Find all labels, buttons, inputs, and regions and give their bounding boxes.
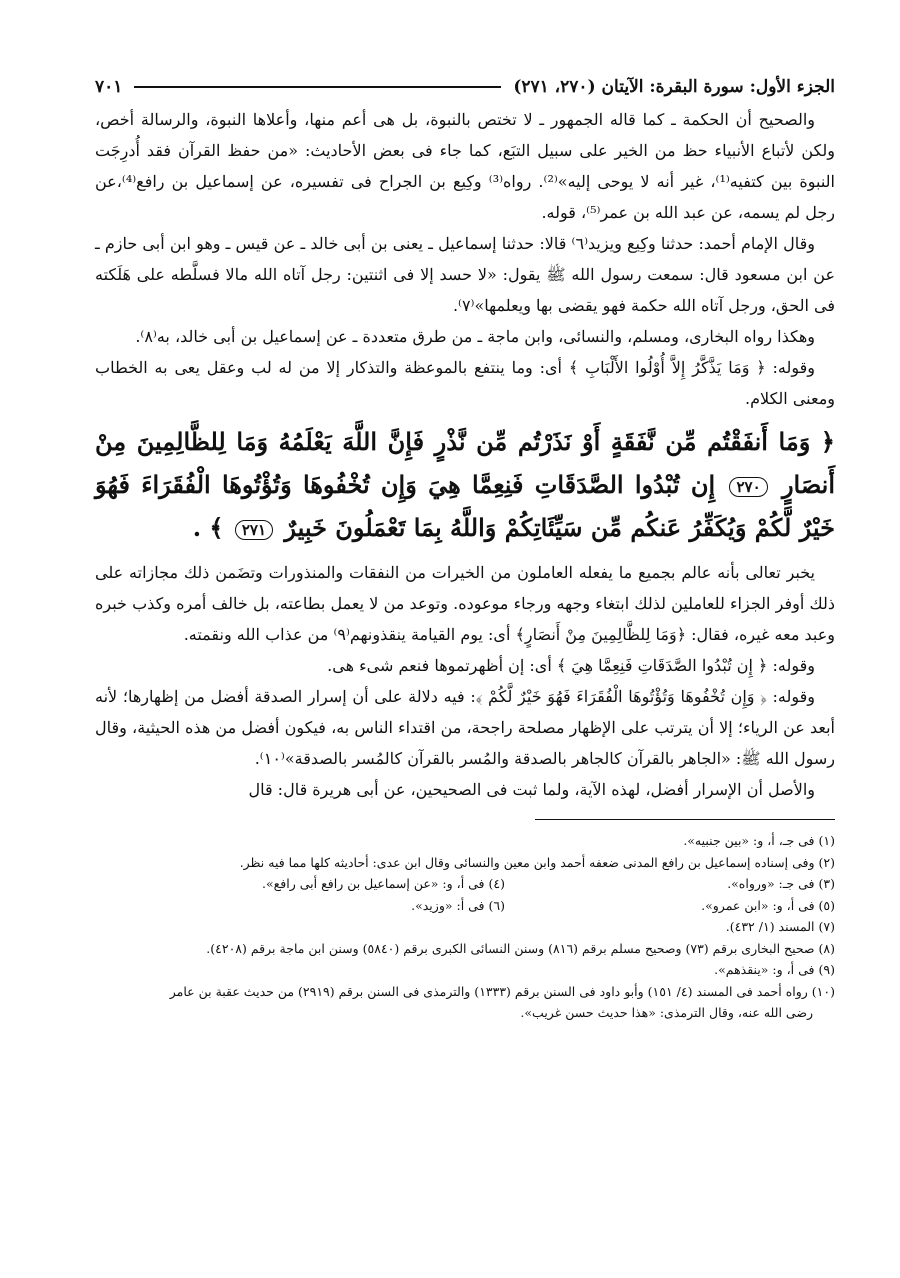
footnote-8: (٨) صحيح البخارى برقم (٧٣) وصحيح مسلم برقم (٨١٦) وسنن النسائى الكبرى برقم (٥٨٤٠) وسنن ابن ماجة برقم (٤٢٠٨). [206, 940, 835, 956]
paragraph-tafsir: يخبر تعالى بأنه عالم بجميع ما يفعله العاملون من الخيرات من النفقات والمنذورات وتضَمن ذلك مجازاته على ذلك أوفر الجزاء للعاملين لذلك ابتغاء وجهه ورجاء موعوده. وتوعد من لا يعمل بطاعته، بل خالف أمره وكذب خبره وعبد معه غيره، فقال: ﴿وَمَا لِلظَّالِمِينَ مِنْ أَنصَارٍ﴾ أى: يوم القيامة ينقذونهم⁽٩⁾ من عذاب الله ونقمته. [95, 563, 836, 644]
verse-number-271: ٢٧١ [235, 520, 273, 540]
header-rule [134, 86, 501, 88]
paragraph-wisdom: والصحيح أن الحكمة ـ كما قاله الجمهور ـ لا تختص بالنبوة، بل هى أعم منها، وأعلاها النبوة، والرسالة أخص، ولكن لأتباع الأنبياء حظ من الخير على سبيل التبَع، كما جاء فى بعض الأحاديث: «من حفظ القرآن فقد أُدرِجَت النبوة بين كتفيه⁽¹⁾، غير أنه لا يوحى إليه»⁽²⁾. رواه⁽³⁾ وكِيع بن الجراح فى تفسيره، عن إسماعيل بن رافع⁽⁴⁾،عن رجل لم يسمه، عن عبد الله بن عمر⁽⁵⁾، قوله. [95, 110, 836, 222]
verse-271-text: إِن تُبْدُوا الصَّدَقَاتِ فَنِعِمَّا هِيَ وَإِن تُخْفُوهَا وَتُؤْتُوهَا الْفُقَرَاءَ فَهُوَ خَيْرٌ لَّكُمْ وَيُكَفِّرُ عَنكُم مِّن سَيِّئَاتِكُمْ وَاللَّهُ بِمَا تَعْمَلُونَ خَبِيرٌ [95, 470, 835, 542]
footnote-3: (٣) فى جـ: «ورواه». [727, 876, 835, 891]
footnote-9: (٩) فى أ، و: «ينقذهم». [714, 962, 835, 977]
verse-270-text: ﴿ وَمَا أَنفَقْتُم مِّن نَّفَقَةٍ أَوْ نَذَرْتُم مِّن نَّذْرٍ فَإِنَّ اللَّهَ يَعْلَمُهُ وَمَا لِلظَّالِمِينَ مِنْ أَنصَارٍ [95, 427, 836, 499]
paragraph-bukhari: وهكذا رواه البخارى، ومسلم، والنسائى، وابن ماجة ـ من طرق متعددة ـ عن إسماعيل بن أبى خالد، به⁽٨⁾. [135, 327, 815, 346]
footnote-5: (٥) فى أ، و: «ابن عمرو». [701, 897, 835, 913]
footnote-4: (٤) فى أ، و: «عن إسماعيل بن رافع أبى رافع». [262, 876, 505, 891]
paragraph-asl: والأصل أن الإسرار أفضل، لهذه الآية، ولما ثبت فى الصحيحين، عن أبى هريرة قال: قال [248, 780, 815, 799]
footnote-7: (٧) المسند (١/ ٤٣٢). [725, 919, 835, 934]
footnote-1: (١) فى جـ، أ، و: «بين جنبيه». [683, 833, 835, 848]
paragraph-albab: وقوله: ﴿ وَمَا يَذَّكَّرُ إِلاَّ أُوْلُوا الأَلْبَابِ ﴾ أى: وما ينتفع بالموعظة والتذكار إلا من له لب وعقل يعى به الخطاب ومعنى الكلام. [95, 358, 835, 408]
footnote-10: (١٠) رواه أحمد فى المسند (٤/ ١٥١) وأبو داود فى السنن برقم (١٣٣٣) والترمذى فى السنن برقم (٢٩١٩) من حديث عقبة بن عامر [169, 983, 835, 999]
footnote-rule [535, 819, 835, 820]
verse-end-bracket: ﴾ . [192, 513, 224, 542]
paragraph-sadaqat: وقوله: ﴿ إِن تُبْدُوا الصَّدَقَاتِ فَنِعِمَّا هِيَ ﴾ أى: إن أظهرتموها فنعم شىء هى. [327, 656, 815, 675]
verse-number-270: ٢٧٠ [729, 477, 767, 497]
footnote-10-continued: رضى الله عنه، وقال الترمذى: «هذا حديث حسن غريب». [520, 1005, 813, 1020]
footnote-6: (٦) فى أ: «وزيد». [411, 897, 505, 913]
quran-verses [95, 420, 835, 549]
footnote-2: (٢) وفى إسناده إسماعيل بن رافع المدنى ضعفه أحمد وابن معين والنسائى وقال ابن عدى: أحاديثه كلها مما فيه نظر. [239, 854, 835, 870]
running-title: الجزء الأول: سورة البقرة: الآيتان (٢٧٠، ٢٧١) [513, 77, 835, 97]
paragraph-secret-charity: وقوله: ﴿ وَإِن تُخْفُوهَا وَتُؤْتُوهَا الْفُقَرَاءَ فَهُوَ خَيْرٌ لَّكُمْ ﴾: فيه دلالة على أن إسرار الصدقة أفضل من إظهارها؛ لأنه أبعد عن الرياء؛ إلا أن يترتب على الإظهار مصلحة راجحة، من اقتداء الناس به، فيكون أفضل من هذه الحيثية، وقال رسول الله ﷺ: «الجاهر بالقرآن كالجاهر بالصدقة والمُسر بالقرآن كالمُسر بالصدقة»⁽١٠⁾. [95, 687, 835, 768]
book-page [95, 70, 835, 1024]
footnote-row-3-4 [95, 873, 835, 895]
paragraph-ahmad-hadith: وقال الإمام أحمد: حدثنا وكِيع ويزيد⁽٦⁾ قالا: حدثنا إسماعيل ـ يعنى بن أبى خالد ـ عن قيس ـ وهو ابن أبى حازم ـ عن ابن مسعود قال: سمعت رسول الله ﷺ يقول: «لا حسد إلا فى اثنتين: رجل آتاه الله مالا فسلَّطه على هَلَكته فى الحق، ورجل آتاه الله حكمة فهو يقضى بها ويعلمها»⁽٧⁾. [95, 234, 835, 315]
page-header [95, 70, 835, 104]
footnote-row-5-6 [95, 895, 835, 917]
footnotes [95, 830, 835, 1024]
page-number: ٧٠١ [95, 77, 123, 97]
